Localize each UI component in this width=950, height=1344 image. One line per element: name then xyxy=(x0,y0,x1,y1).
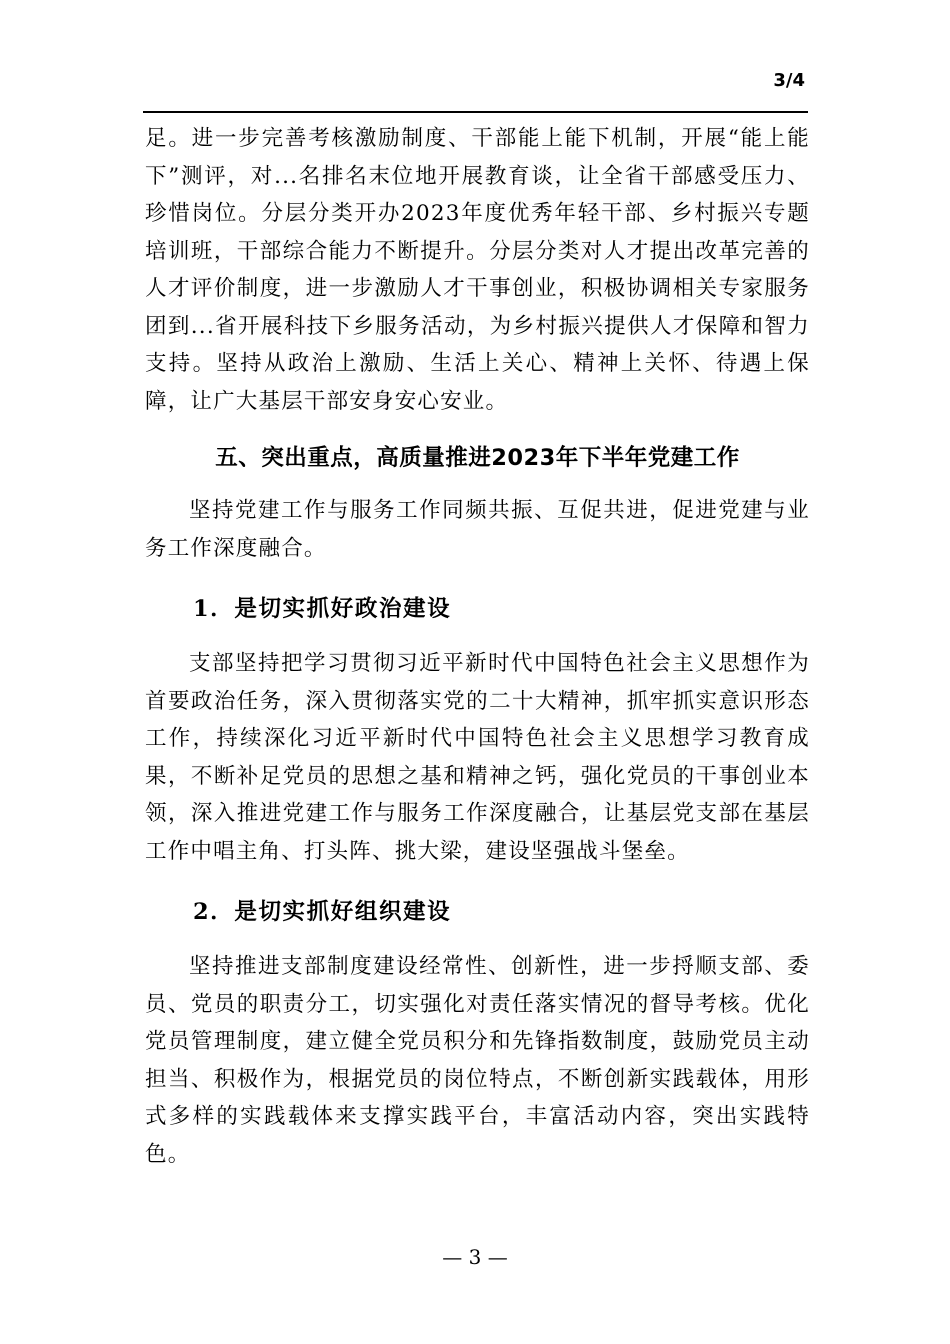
header-rule xyxy=(143,111,808,113)
paragraph-organization-construction: 坚持推进支部制度建设经常性、创新性，进一步捋顺支部、委员、党员的职责分工，切实强化对责任落实情况的督导考核。优化党员管理制度，建立健全党员积分和先锋指数制度，鼓励党员主动担当、积极作为，根据党员的岗位特点，不断创新实践载体，用形式多样的实践载体来支撑实践平台，丰富活动内容，突出实践特色。 xyxy=(145,954,810,1167)
subheading-organization-construction: 2．是切实抓好组织建设 xyxy=(193,899,452,925)
page-number-footer: — 3 — xyxy=(442,1245,508,1269)
document-body xyxy=(145,120,810,1173)
paragraph-political-construction: 支部坚持把学习贯彻习近平新时代中国特色社会主义思想作为首要政治任务，深入贯彻落实党的二十大精神，抓牢抓实意识形态工作，持续深化习近平新时代中国特色社会主义思想学习教育成果，不断补足党员的思想之基和精神之钙，强化党员的干事创业本领，深入推进党建工作与服务工作深度融合，让基层党支部在基层工作中唱主角、打头阵、挑大梁，建设坚强战斗堡垒。 xyxy=(145,651,810,864)
section-5-intro: 坚持党建工作与服务工作同频共振、互促共进，促进党建与业务工作深度融合。 xyxy=(145,498,810,561)
subheading-political-construction: 1．是切实抓好政治建设 xyxy=(193,596,452,622)
paragraph-continued: 足。进一步完善考核激励制度、干部能上能下机制，开展“能上能下”测评，对...名排名末位地开展教育谈，让全省干部感受压力、珍惜岗位。分层分类开办2023年度优秀年轻干部、乡村振兴专题培训班，干部综合能力不断提升。分层分类对人才提出改革完善的人才评价制度，进一步激励人才干事创业，积极协调相关专家服务团到...省开展科技下乡服务活动，为乡村振兴提供人才保障和智力支持。坚持从政治上激励、生活上关心、精神上关怀、待遇上保障，让广大基层干部安身安心安业。 xyxy=(145,126,810,414)
page-counter: 3/4 xyxy=(773,70,805,91)
section-heading-5: 五、突出重点，高质量推进2023年下半年党建工作 xyxy=(215,445,740,471)
